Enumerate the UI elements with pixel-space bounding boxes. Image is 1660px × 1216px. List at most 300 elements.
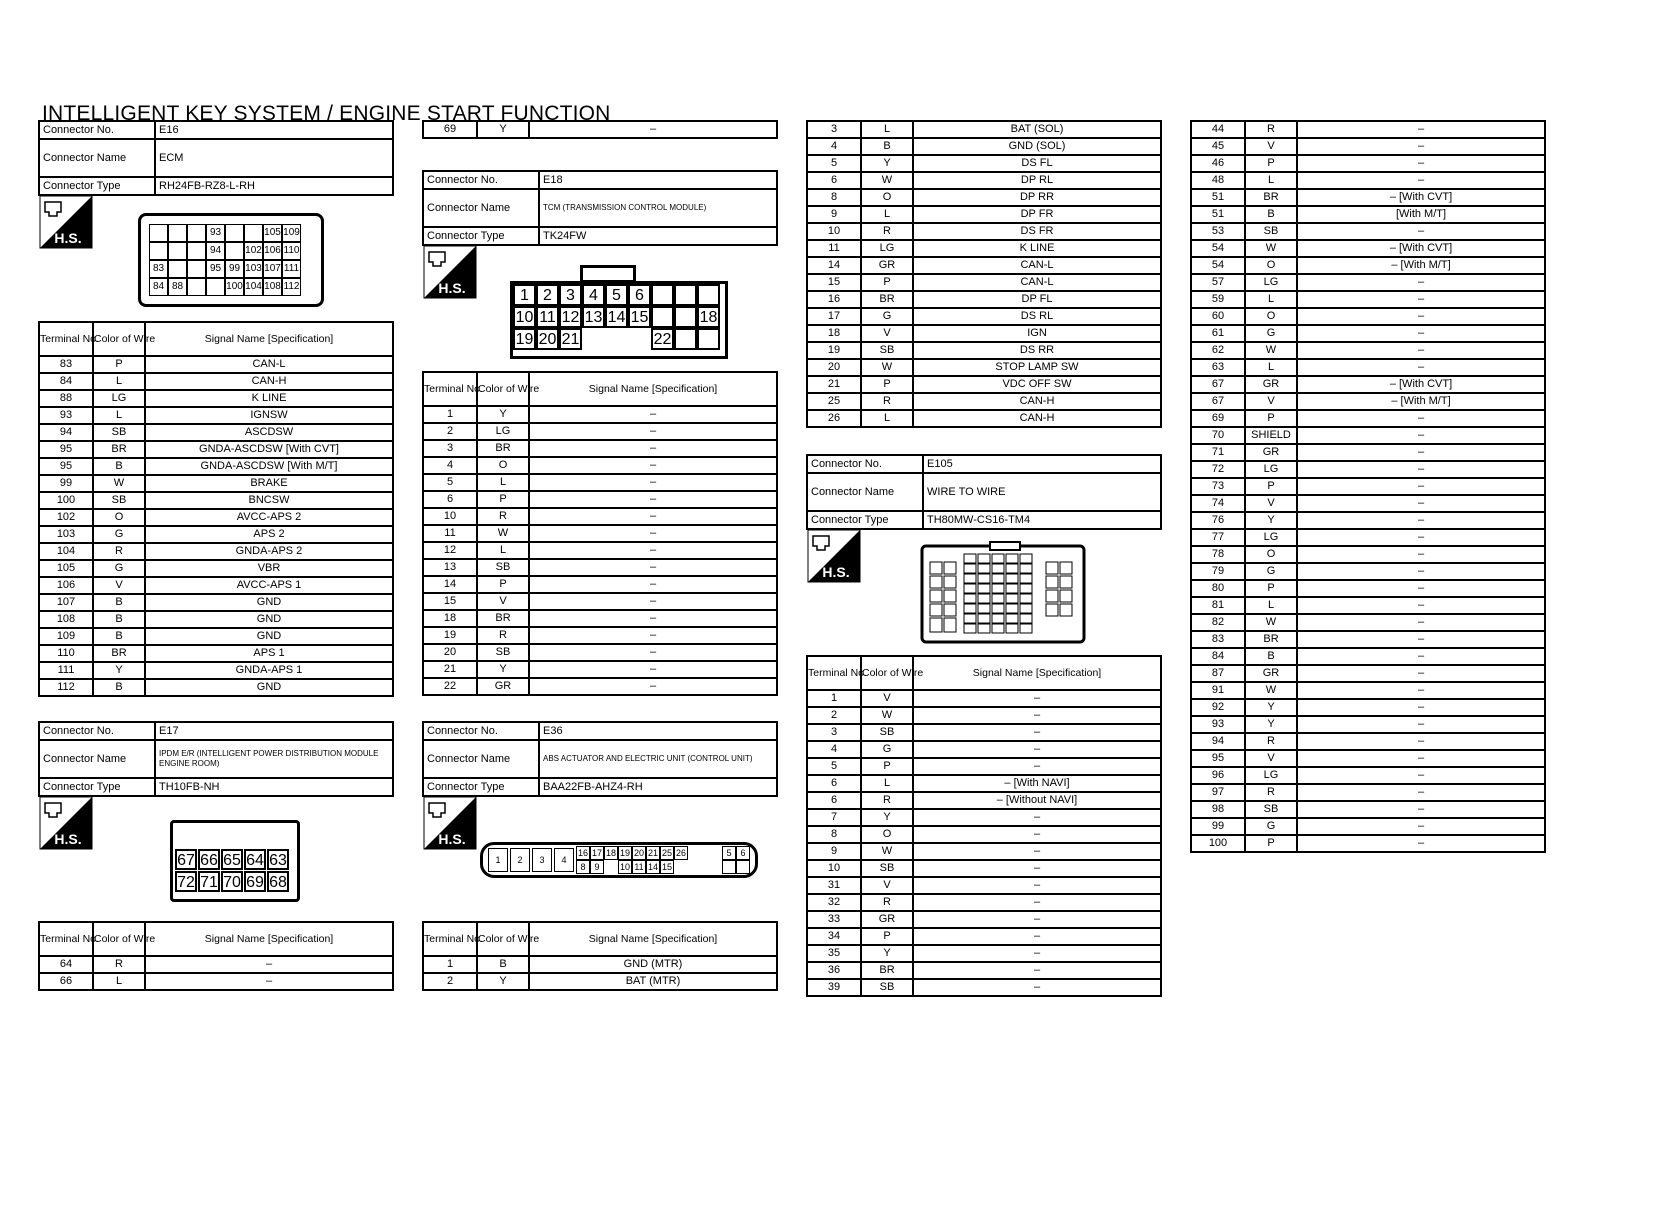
signal-name-cell: – — [913, 894, 1161, 911]
connector-cavity — [944, 604, 956, 616]
table-row — [1191, 512, 1545, 529]
signal-name-cell: – — [1297, 172, 1545, 189]
terminal-no-cell: 35 — [807, 945, 861, 962]
signal-name-cell: CAN-L — [913, 274, 1161, 291]
signal-name-cell: GNDA-ASCDSW [With CVT] — [145, 441, 393, 458]
terminal-no-cell: 53 — [1191, 223, 1245, 240]
connector-cavity — [978, 554, 990, 563]
signal-name-cell: – [With NAVI] — [913, 775, 1161, 792]
terminal-no-cell: 21 — [807, 376, 861, 393]
connector-pin: 99 — [225, 260, 244, 278]
connector-pin: 10 — [619, 862, 630, 872]
signal-header: Signal Name [Specification] — [529, 372, 777, 406]
connector-cavity — [697, 328, 720, 350]
connector-name-label: Connector Name — [423, 189, 539, 227]
wire-color-cell: O — [93, 509, 145, 526]
signal-name-cell: – — [1297, 631, 1545, 648]
signal-name-cell: – — [1297, 529, 1545, 546]
table-row — [39, 543, 393, 560]
terminal-no-cell: 108 — [39, 611, 93, 628]
signal-name-cell: – — [1297, 750, 1545, 767]
signal-name-cell: GND (MTR) — [529, 956, 777, 973]
connector-pin: 112 — [282, 278, 301, 296]
table-row — [1191, 665, 1545, 682]
connector-pin: 109 — [282, 224, 301, 242]
table-row — [1191, 733, 1545, 750]
table-row — [39, 628, 393, 645]
table-row — [807, 121, 1161, 138]
table-row — [1191, 223, 1545, 240]
terminal-no-cell: 104 — [39, 543, 93, 560]
signal-name-cell: – — [913, 707, 1161, 724]
wire-color-cell: B — [861, 138, 913, 155]
signal-name-cell: – — [1297, 818, 1545, 835]
wire-color-cell: Y — [477, 661, 529, 678]
table-row — [423, 593, 777, 610]
connector-pin: 107 — [263, 260, 282, 278]
table-row — [1191, 478, 1545, 495]
wire-color-cell: B — [93, 611, 145, 628]
table-row — [807, 792, 1161, 809]
terminal-no-header: Terminal No. — [39, 322, 93, 356]
signal-name-cell: – — [1297, 682, 1545, 699]
terminal-no-cell: 2 — [423, 423, 477, 440]
wire-color-cell: BR — [93, 441, 145, 458]
table-row — [39, 373, 393, 390]
terminal-no-cell: 96 — [1191, 767, 1245, 784]
terminal-no-cell: 64 — [39, 956, 93, 973]
connector-cavity — [1020, 574, 1032, 583]
connector-pin: 67 — [175, 849, 197, 870]
signal-name-cell: – — [529, 559, 777, 576]
wire-color-cell: Y — [1245, 512, 1297, 529]
connector-cavity — [978, 594, 990, 603]
signal-header: Signal Name [Specification] — [529, 922, 777, 956]
terminal-no-cell: 3 — [423, 440, 477, 457]
connector-cavity — [944, 590, 956, 602]
wire-color-cell: P — [1245, 410, 1297, 427]
connector-cavity — [1006, 614, 1018, 623]
connector-cavity — [944, 618, 956, 632]
terminal-no-cell: 57 — [1191, 274, 1245, 291]
wire-color-cell: W — [1245, 240, 1297, 257]
signal-name-cell: – — [145, 973, 393, 990]
signal-name-cell: CAN-L — [913, 257, 1161, 274]
connector-no-label: Connector No. — [807, 455, 923, 473]
wire-color-cell: R — [477, 508, 529, 525]
signal-name-cell: – — [529, 474, 777, 491]
signal-name-cell: AVCC-APS 2 — [145, 509, 393, 526]
signal-name-cell: VBR — [145, 560, 393, 577]
wire-color-cell: BR — [477, 440, 529, 457]
signal-name-cell: – — [1297, 648, 1545, 665]
connector-name-label: Connector Name — [39, 139, 155, 177]
connector-cavity — [1046, 562, 1058, 574]
wire-color-cell: P — [861, 376, 913, 393]
terminal-no-cell: 100 — [39, 492, 93, 509]
terminal-no-cell: 99 — [1191, 818, 1245, 835]
table-row — [1191, 376, 1545, 393]
e18-connector-diagram — [510, 265, 728, 359]
connector-pin: 21 — [559, 328, 582, 350]
signal-name-cell: – — [913, 911, 1161, 928]
wire-color-cell: R — [861, 894, 913, 911]
terminal-no-cell: 95 — [1191, 750, 1245, 767]
table-row — [807, 928, 1161, 945]
terminal-no-cell: 99 — [39, 475, 93, 492]
connector-pin: 22 — [651, 328, 674, 350]
wire-color-cell: L — [861, 121, 913, 138]
table-row — [39, 611, 393, 628]
signal-name-cell: GND — [145, 679, 393, 696]
signal-name-cell: DS FL — [913, 155, 1161, 172]
connector-cavity — [964, 594, 976, 603]
terminal-no-header: Terminal No. — [423, 372, 477, 406]
terminal-no-cell: 3 — [807, 121, 861, 138]
terminal-no-cell: 14 — [423, 576, 477, 593]
terminal-no-cell: 4 — [807, 741, 861, 758]
terminal-no-cell: 72 — [1191, 461, 1245, 478]
connector-pin: 17 — [591, 848, 602, 858]
table-row — [1191, 325, 1545, 342]
wire-color-cell: R — [1245, 784, 1297, 801]
wire-color-cell: L — [861, 410, 913, 427]
wire-color-cell: V — [861, 325, 913, 342]
signal-name-cell: VDC OFF SW — [913, 376, 1161, 393]
terminal-no-header: Terminal No. — [807, 656, 861, 690]
connector-type-label: Connector Type — [807, 511, 923, 529]
table-row — [423, 661, 777, 678]
table-row — [423, 678, 777, 695]
table-row — [423, 525, 777, 542]
connector-name-label: Connector Name — [807, 473, 923, 511]
wire-color-cell: GR — [1245, 665, 1297, 682]
table-row — [39, 407, 393, 424]
connector-type-value: TK24FW — [539, 227, 777, 245]
signal-name-cell: BNCSW — [145, 492, 393, 509]
connector-cavity — [206, 278, 225, 296]
table-row — [39, 441, 393, 458]
table-row — [39, 645, 393, 662]
connector-pin: 11 — [632, 860, 646, 874]
table-row — [807, 775, 1161, 792]
connector-pin: 25 — [661, 848, 672, 858]
connector-no-label: Connector No. — [423, 722, 539, 740]
table-row — [807, 172, 1161, 189]
terminal-no-cell: 11 — [423, 525, 477, 542]
signal-name-cell: – — [529, 576, 777, 593]
signal-name-cell: – — [913, 877, 1161, 894]
wire-color-cell: GR — [477, 678, 529, 695]
signal-name-cell: CAN-H — [913, 410, 1161, 427]
connector-cavity — [964, 574, 976, 583]
connector-cavity — [944, 576, 956, 588]
wire-color-cell: B — [93, 679, 145, 696]
connector-pin: 111 — [282, 260, 301, 278]
connector-pin: 108 — [263, 278, 282, 296]
connector-pin: 14 — [605, 306, 628, 328]
terminal-no-cell: 54 — [1191, 240, 1245, 257]
connector-pin: 19 — [513, 328, 536, 350]
connector-pin: 65 — [221, 849, 243, 870]
terminal-no-cell: 32 — [807, 894, 861, 911]
connector-pin: 70 — [221, 871, 243, 892]
wire-color-cell: V — [1245, 750, 1297, 767]
connector-pin: 21 — [647, 848, 658, 858]
terminal-no-cell: 94 — [1191, 733, 1245, 750]
wire-color-cell: W — [861, 359, 913, 376]
terminal-no-cell: 95 — [39, 441, 93, 458]
table-row — [1191, 631, 1545, 648]
e16-connector-diagram — [138, 213, 324, 307]
wire-color-cell: V — [477, 593, 529, 610]
signal-name-cell: – — [529, 593, 777, 610]
connector-name-value: IPDM E/R (INTELLIGENT POWER DISTRIBUTION MODULE ENGINE ROOM) — [155, 740, 393, 778]
wire-color-cell: W — [93, 475, 145, 492]
wire-color-cell: V — [1245, 495, 1297, 512]
wire-color-cell: P — [93, 356, 145, 373]
table-row — [1191, 818, 1545, 835]
terminal-no-cell: 88 — [39, 390, 93, 407]
connector-no-value: E17 — [155, 722, 393, 740]
terminal-no-cell: 87 — [1191, 665, 1245, 682]
signal-name-cell: STOP LAMP SW — [913, 359, 1161, 376]
wire-color-cell: B — [1245, 648, 1297, 665]
wire-color-cell: B — [93, 594, 145, 611]
e17-connector-diagram — [170, 820, 300, 902]
connector-cavity — [674, 306, 697, 328]
terminal-no-cell: 67 — [1191, 376, 1245, 393]
wire-color-cell: O — [1245, 257, 1297, 274]
connector-cavity — [1046, 590, 1058, 602]
signal-name-cell: – — [1297, 801, 1545, 818]
table-row — [423, 423, 777, 440]
connector-pin: 106 — [263, 242, 282, 260]
connector-cavity — [978, 574, 990, 583]
signal-name-cell: IGN — [913, 325, 1161, 342]
wire-color-cell: B — [1245, 206, 1297, 223]
connector-cavity — [1020, 584, 1032, 593]
connector-pin: 1 — [513, 284, 536, 306]
signal-name-cell: – — [529, 457, 777, 474]
connector-pin: 100 — [225, 278, 244, 296]
color-header: Color of Wire — [861, 656, 913, 690]
connector-cavity — [978, 614, 990, 623]
connector-pin: 63 — [267, 849, 289, 870]
connector-pin: 4 — [554, 848, 574, 872]
connector-pin: 26 — [675, 848, 686, 858]
table-row — [39, 458, 393, 475]
connector-pin: 94 — [206, 242, 225, 260]
connector-cavity — [168, 242, 187, 260]
wire-color-cell: SB — [93, 492, 145, 509]
wire-color-cell: R — [861, 792, 913, 809]
wire-color-cell: BR — [477, 610, 529, 627]
connector-pin: 6 — [628, 284, 651, 306]
wire-color-cell: L — [477, 474, 529, 491]
table-row — [1191, 682, 1545, 699]
wire-color-cell: O — [1245, 546, 1297, 563]
e36-info-box — [422, 721, 778, 797]
table-row — [423, 973, 777, 990]
wire-color-cell: L — [1245, 597, 1297, 614]
connector-cavity — [930, 576, 942, 588]
terminal-no-cell: 34 — [807, 928, 861, 945]
signal-name-cell: – — [1297, 427, 1545, 444]
wire-color-cell: P — [1245, 478, 1297, 495]
signal-name-cell: – — [1297, 223, 1545, 240]
signal-name-cell: – — [529, 661, 777, 678]
terminal-no-cell: 71 — [1191, 444, 1245, 461]
table-row — [807, 707, 1161, 724]
wire-color-cell: V — [93, 577, 145, 594]
signal-name-cell: DS RL — [913, 308, 1161, 325]
hs-label: H.S. — [438, 831, 466, 847]
connector-pin: 2 — [536, 284, 559, 306]
table-row — [1191, 172, 1545, 189]
connector-no-value: E18 — [539, 171, 777, 189]
wire-color-cell: Y — [861, 945, 913, 962]
terminal-no-cell: 13 — [423, 559, 477, 576]
harness-side-icon — [40, 797, 92, 849]
connector-cavity — [1060, 576, 1072, 588]
connector-cavity — [992, 614, 1004, 623]
table-row — [807, 894, 1161, 911]
table-row — [1191, 308, 1545, 325]
table-row — [807, 274, 1161, 291]
wire-color-cell: B — [93, 628, 145, 645]
signal-name-cell: APS 2 — [145, 526, 393, 543]
signal-name-cell: – — [913, 724, 1161, 741]
connector-pin: 104 — [244, 278, 263, 296]
signal-name-cell: – — [1297, 121, 1545, 138]
terminal-no-cell: 10 — [807, 223, 861, 240]
signal-name-cell: GND — [145, 611, 393, 628]
table-row — [39, 973, 393, 990]
terminal-no-cell: 18 — [423, 610, 477, 627]
wire-color-cell: G — [93, 560, 145, 577]
terminal-no-cell: 1 — [423, 406, 477, 423]
connector-name-value: ECM — [155, 139, 393, 177]
wire-color-cell: SB — [477, 644, 529, 661]
table-row — [1191, 597, 1545, 614]
connector-pin: 1 — [488, 848, 508, 872]
table-row — [423, 474, 777, 491]
terminal-no-cell: 93 — [1191, 716, 1245, 733]
connector-cavity — [944, 562, 956, 574]
connector-cavity — [674, 284, 697, 306]
table-row — [1191, 495, 1545, 512]
wire-color-cell: P — [1245, 155, 1297, 172]
terminal-no-cell: 77 — [1191, 529, 1245, 546]
terminal-no-cell: 6 — [423, 491, 477, 508]
terminal-no-cell: 5 — [423, 474, 477, 491]
table-row — [1191, 614, 1545, 631]
connector-cavity — [187, 260, 206, 278]
table-row — [1191, 155, 1545, 172]
terminal-no-cell: 51 — [1191, 206, 1245, 223]
connector-cavity — [992, 564, 1004, 573]
wire-color-cell: R — [861, 393, 913, 410]
connector-cavity — [992, 594, 1004, 603]
signal-name-cell: – — [913, 945, 1161, 962]
signal-name-cell: – — [913, 758, 1161, 775]
terminal-no-cell: 82 — [1191, 614, 1245, 631]
connector-pin: 64 — [244, 849, 266, 870]
connector-cavity — [1006, 594, 1018, 603]
signal-name-cell: – — [1297, 359, 1545, 376]
table-row — [807, 741, 1161, 758]
wire-color-cell: SB — [477, 559, 529, 576]
wire-color-cell: GR — [1245, 444, 1297, 461]
table-row — [1191, 580, 1545, 597]
terminal-no-cell: 84 — [1191, 648, 1245, 665]
wire-color-cell: W — [861, 707, 913, 724]
signal-name-cell: – — [913, 962, 1161, 979]
terminal-no-cell: 31 — [807, 877, 861, 894]
terminal-no-header: Terminal No. — [39, 922, 93, 956]
table-row — [423, 457, 777, 474]
connector-pin: 110 — [282, 242, 301, 260]
table-row — [39, 956, 393, 973]
wire-color-cell: BR — [861, 291, 913, 308]
terminal-no-cell: 103 — [39, 526, 93, 543]
signal-header: Signal Name [Specification] — [145, 922, 393, 956]
wire-color-cell: G — [861, 308, 913, 325]
terminal-no-cell: 73 — [1191, 478, 1245, 495]
signal-name-cell: DP RR — [913, 189, 1161, 206]
connector-pin: 18 — [605, 848, 616, 858]
terminal-no-cell: 15 — [423, 593, 477, 610]
connector-cavity — [244, 224, 263, 242]
terminal-no-cell: 8 — [807, 826, 861, 843]
connector-pin: 6 — [736, 846, 750, 860]
signal-name-cell: – — [1297, 342, 1545, 359]
connector-pin: 12 — [559, 306, 582, 328]
connector-cavity — [149, 224, 168, 242]
terminal-no-cell: 10 — [807, 860, 861, 877]
terminal-no-cell: 111 — [39, 662, 93, 679]
terminal-no-cell: 20 — [807, 359, 861, 376]
e16-continued-table — [422, 120, 778, 139]
connector-cavity — [978, 604, 990, 613]
wire-color-cell: GR — [1245, 376, 1297, 393]
signal-name-cell: – [With CVT] — [1297, 189, 1545, 206]
signal-name-cell: BAT (MTR) — [529, 973, 777, 990]
table-row — [423, 576, 777, 593]
terminal-no-cell: 45 — [1191, 138, 1245, 155]
terminal-no-cell: 63 — [1191, 359, 1245, 376]
table-row — [1191, 291, 1545, 308]
table-row — [1191, 257, 1545, 274]
terminal-no-cell: 6 — [807, 172, 861, 189]
connector-no-value: E36 — [539, 722, 777, 740]
signal-name-cell: – — [1297, 512, 1545, 529]
terminal-no-cell: 39 — [807, 979, 861, 996]
table-row — [423, 508, 777, 525]
wire-color-cell: Y — [861, 809, 913, 826]
signal-name-cell: – — [529, 491, 777, 508]
terminal-no-cell: 20 — [423, 644, 477, 661]
wire-color-cell: P — [861, 928, 913, 945]
wire-color-cell: LG — [93, 390, 145, 407]
terminal-no-cell: 19 — [423, 627, 477, 644]
signal-name-cell: – — [913, 809, 1161, 826]
wire-color-cell: G — [1245, 325, 1297, 342]
connector-cavity — [930, 618, 942, 632]
connector-pin — [722, 860, 736, 874]
e18-terminal-table — [422, 371, 778, 696]
